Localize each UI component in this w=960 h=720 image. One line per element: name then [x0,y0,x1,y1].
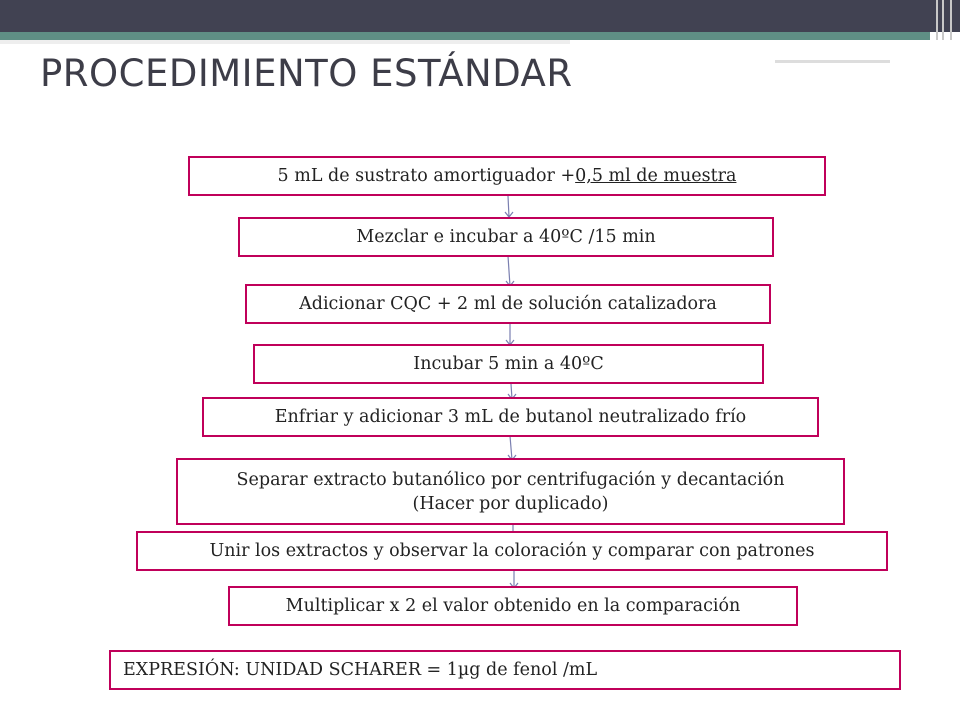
step-1-text: 5 mL de sustrato amortiguador + [277,166,576,186]
step-5-text: Enfriar y adicionar 3 mL de butanol neutralizado frío [274,407,747,427]
arrow-2 [506,256,514,286]
arrow-5 [508,436,516,460]
step-6-text-line-2: (Hacer por duplicado) [412,493,609,514]
result-text: EXPRESIÓN: UNIDAD SCHARER = 1µg de fenol /mL [123,660,598,680]
step-box-7 [136,531,888,571]
arrow-3 [506,323,514,345]
step-3-text: Adicionar CQC + 2 ml de solución catalizadora [299,294,717,314]
step-box-3 [245,284,771,324]
step-2-text: Mezclar e incubar a 40ºC /15 min [356,227,656,247]
step-box-6 [176,458,845,525]
step-4-text: Incubar 5 min a 40ºC [413,354,604,374]
step-6-text-line-1: Separar extracto butanólico por centrifugación y decantación [236,469,785,490]
step-7-text: Unir los extractos y observar la coloración y comparar con patrones [209,541,815,561]
step-box-5 [202,397,819,437]
step-box-2 [238,217,774,257]
step-1-underlined-text: 0,5 ml de muestra [575,166,737,186]
step-box-8 [228,586,798,626]
step-8-text: Multiplicar x 2 el valor obtenido en la comparación [285,596,741,616]
slide-title: PROCEDIMIENTO ESTÁNDAR [40,52,573,95]
result-box [109,650,901,690]
step-box-1 [188,156,826,196]
arrow-1 [505,196,513,217]
step-box-4 [253,344,764,384]
